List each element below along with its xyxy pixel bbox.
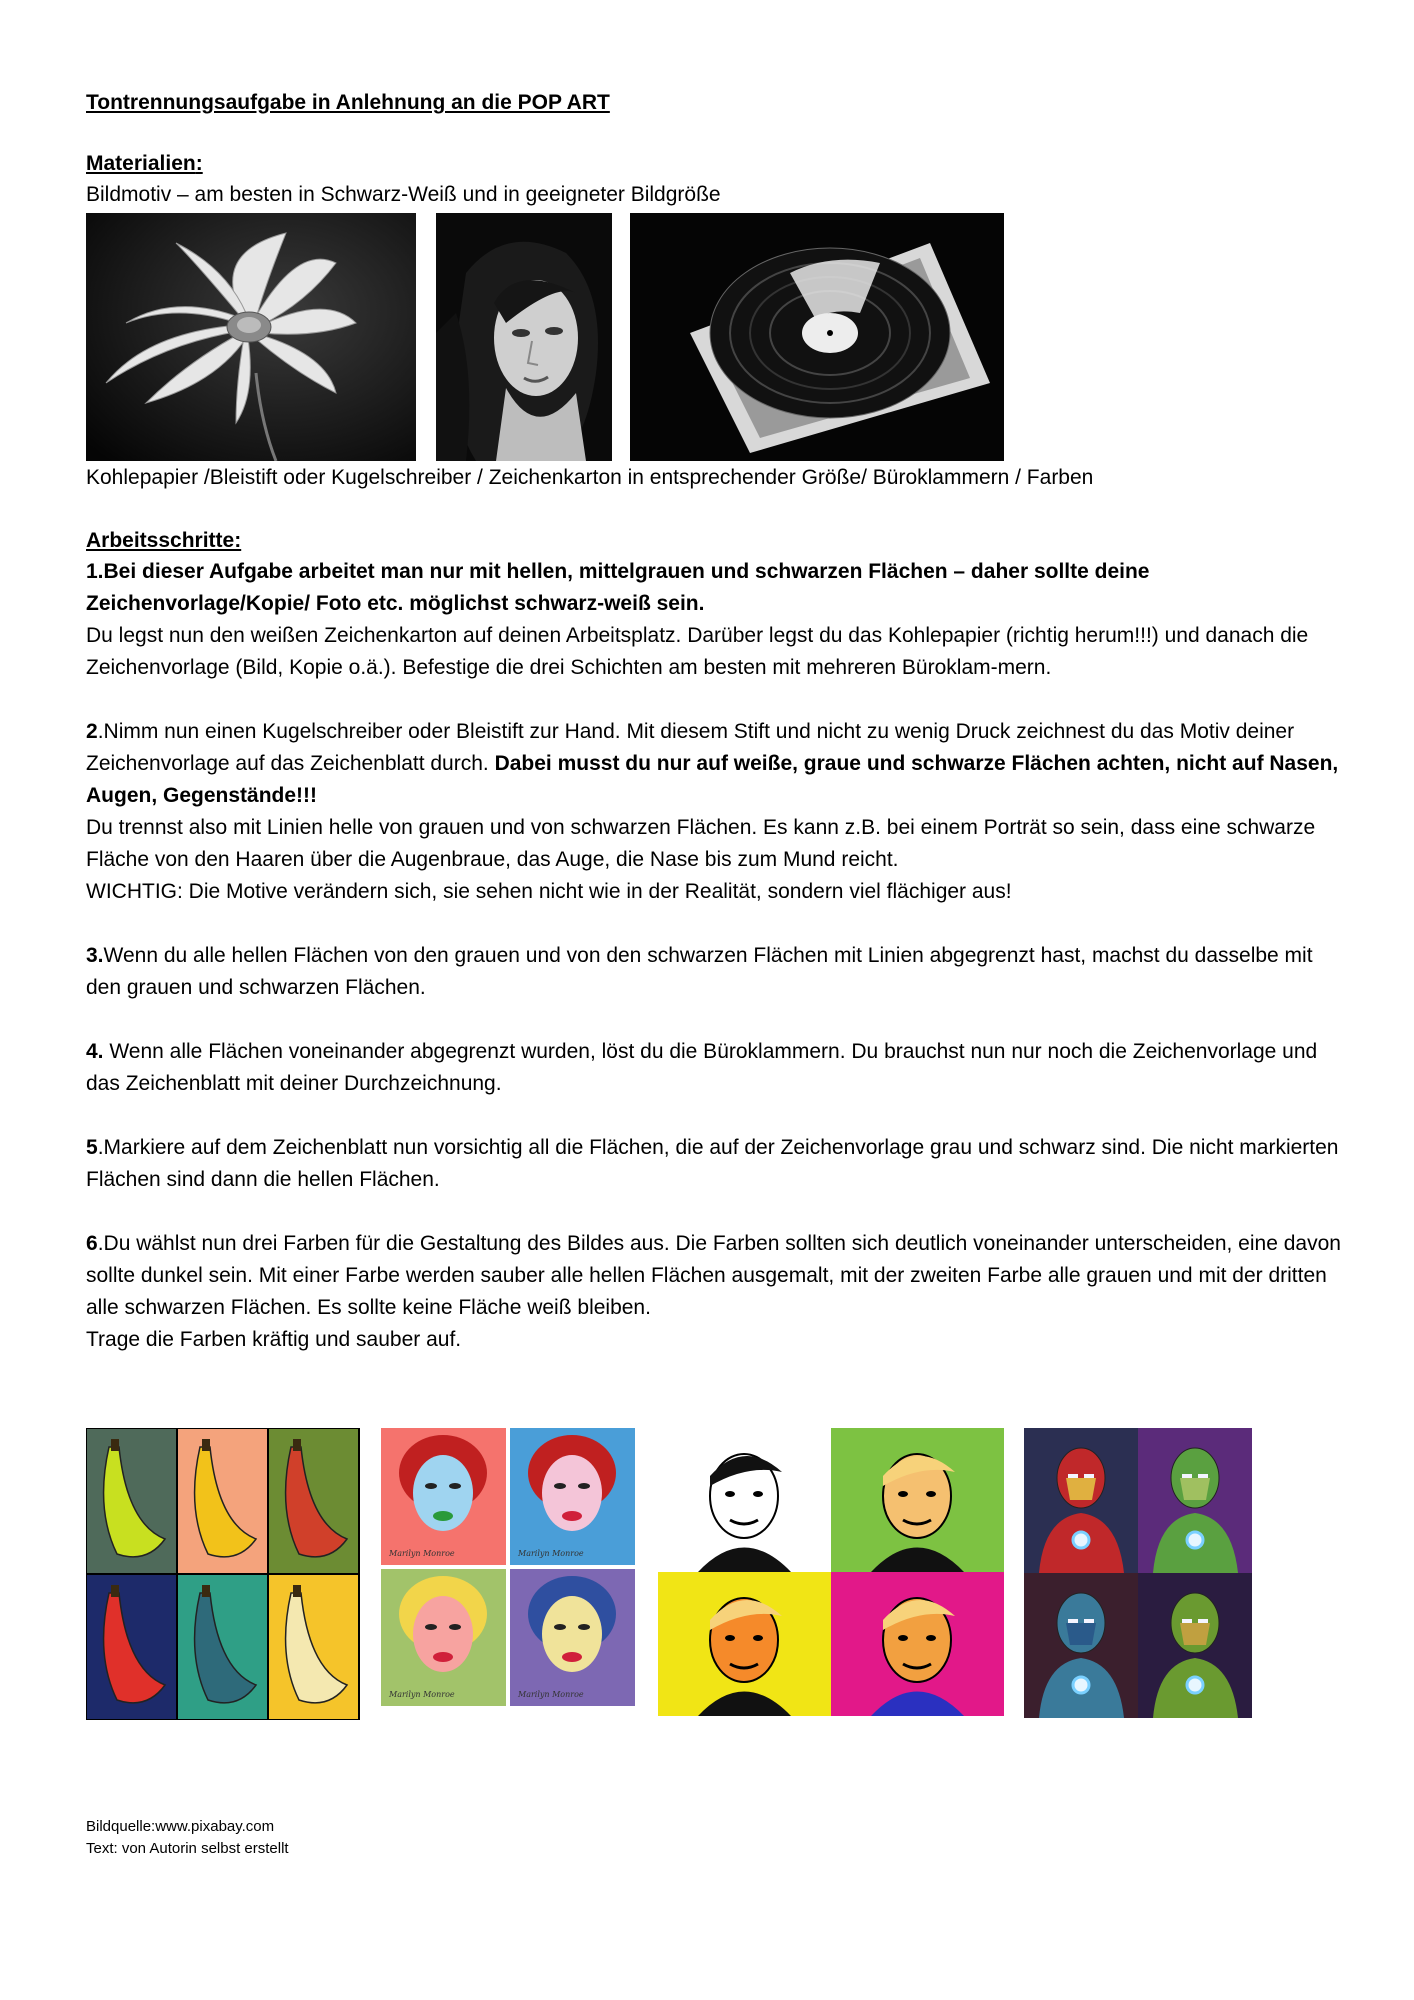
step-1-bold: 1.Bei dieser Aufgabe arbeitet man nur mit hellen, mittelgrauen und schwarzen Flächen – daher sollte deine Zeichenvorlage/Kopie/ Foto etc. möglichst schwarz-weiß sein.: [86, 560, 1150, 615]
daisy-photo: [86, 213, 416, 461]
ironman-panel: [1024, 1573, 1138, 1718]
banana-panel: [178, 1575, 267, 1719]
steps-heading: Arbeitsschritte:: [86, 529, 242, 552]
ironman-panel: [1138, 1428, 1252, 1573]
banana-panel: [87, 1429, 176, 1573]
step-2-bold: Dabei musst du nur auf weiße, graue und schwarze Flächen achten, nicht auf Nasen, Augen, Gegenstände!!!: [86, 752, 1339, 807]
step-3-text: [86, 940, 1346, 1004]
signature: Marilyn Monroe: [518, 1549, 584, 1558]
example-photos: [86, 213, 1346, 461]
image-source: Bildquelle:www.pixabay.com: [86, 1818, 275, 1835]
step-2-text-a: .Nimm nun einen Kugelschreiber oder Bleistift zur Hand. Mit diesem Stift und nicht zu wenig Druck zeichnest du das Motiv deiner Zeichenvorlage auf das Zeichenblatt durch.: [86, 720, 1295, 775]
banana-panel: [269, 1575, 358, 1719]
step-1-text: Du legst nun den weißen Zeichenkarton auf deinen Arbeitsplatz. Darüber legst du das Kohlepapier (richtig herum!!!) und danach die Zeichenvorlage (Bild, Kopie o.ä.). Befestige die drei Schichten am besten mit mehreren Büroklam-mern.: [86, 624, 1309, 679]
marilyn-panel: [510, 1428, 635, 1565]
step-2-text-2: Du trennst also mit Linien helle von grauen und von schwarzen Flächen. Es kann z.B. bei einem Porträt so sein, dass eine schwarze Fläche von den Haaren über die Augenbraue, das Auge, die Nase bis zum Mund reicht.: [86, 816, 1316, 871]
materials-heading-text: Materialien: [86, 152, 196, 175]
ironman-panel: [1138, 1573, 1252, 1718]
step-5-text-a: .Markiere auf dem Zeichenblatt nun vorsichtig all die Flächen, die auf der Zeichenvorlage grau und schwarz sind. Die nicht markierten Flächen sind dann die hellen Flächen.: [86, 1136, 1339, 1191]
step-5-text: [86, 1132, 1346, 1196]
portrait-panel: [658, 1572, 831, 1716]
banana-panel: [269, 1429, 358, 1573]
step-6-text-2: Trage die Farben kräftig und sauber auf.: [86, 1328, 462, 1351]
portrait-panel: [658, 1428, 831, 1572]
step-4-number: 4.: [86, 1040, 104, 1063]
portrait-pop-art: [658, 1428, 1004, 1716]
step-3-number: 3.: [86, 944, 104, 967]
step-2-text: [86, 716, 1346, 812]
banana-pop-art: [86, 1428, 360, 1720]
banana-panel: [87, 1575, 176, 1719]
ironman-panel: [1024, 1428, 1138, 1573]
step-5-number: 5: [86, 1136, 98, 1159]
signature: Marilyn Monroe: [389, 1549, 455, 1558]
marilyn-panel: [381, 1569, 506, 1706]
footer: [86, 1816, 289, 1860]
materials-line-1: Bildmotiv – am besten in Schwarz-Weiß und in geeigneter Bildgröße: [86, 183, 721, 206]
ironman-pop-art: [1024, 1428, 1252, 1718]
pop-art-examples: [86, 1428, 1266, 1720]
document-page: [86, 88, 1346, 1356]
step-6-text: [86, 1228, 1346, 1324]
step-2-number: 2: [86, 720, 98, 743]
signature: Marilyn Monroe: [389, 1690, 455, 1699]
step-6-text-a: .Du wählst nun drei Farben für die Gestaltung des Bildes aus. Die Farben sollten sich deutlich voneinander unterscheiden, eine davon sollte dunkel sein. Mit einer Farbe werden sauber alle hellen Flächen ausgemalt, mit der zweiten Farbe alle grauen und mit der dritten alle schwarzen Flächen. Es sollte keine Fläche weiß bleiben.: [86, 1232, 1341, 1319]
materials-heading-colon: :: [195, 152, 203, 175]
materials-line-2: Kohlepapier /Bleistift oder Kugelschreiber / Zeichenkarton in entsprechender Größe/ Büroklammern / Farben: [86, 466, 1094, 489]
text-credit: Text: von Autorin selbst erstellt: [86, 1840, 289, 1857]
marilyn-pop-art: [381, 1428, 639, 1710]
vinyl-record-photo: [630, 213, 1004, 461]
signature: Marilyn Monroe: [518, 1690, 584, 1699]
materials-heading: [86, 148, 1346, 179]
document-title: Tontrennungsaufgabe in Anlehnung an die POP ART: [86, 91, 610, 114]
step-3-text-a: Wenn du alle hellen Flächen von den grauen und von den schwarzen Flächen mit Linien abgegrenzt hast, machst du dasselbe mit den grauen und schwarzen Flächen.: [86, 944, 1313, 999]
step-2-text-3: WICHTIG: Die Motive verändern sich, sie sehen nicht wie in der Realität, sondern viel flächiger aus!: [86, 880, 1012, 903]
step-4-text: [86, 1036, 1346, 1100]
marilyn-panel: [381, 1428, 506, 1565]
banana-panel: [178, 1429, 267, 1573]
portrait-photo: [436, 213, 612, 461]
portrait-panel: [831, 1572, 1004, 1716]
portrait-panel: [831, 1428, 1004, 1572]
step-4-text-a: Wenn alle Flächen voneinander abgegrenzt wurden, löst du die Büroklammern. Du brauchst nun nur noch die Zeichenvorlage und das Zeichenblatt mit deiner Durchzeichnung.: [86, 1040, 1318, 1095]
step-6-number: 6: [86, 1232, 98, 1255]
marilyn-panel: [510, 1569, 635, 1706]
